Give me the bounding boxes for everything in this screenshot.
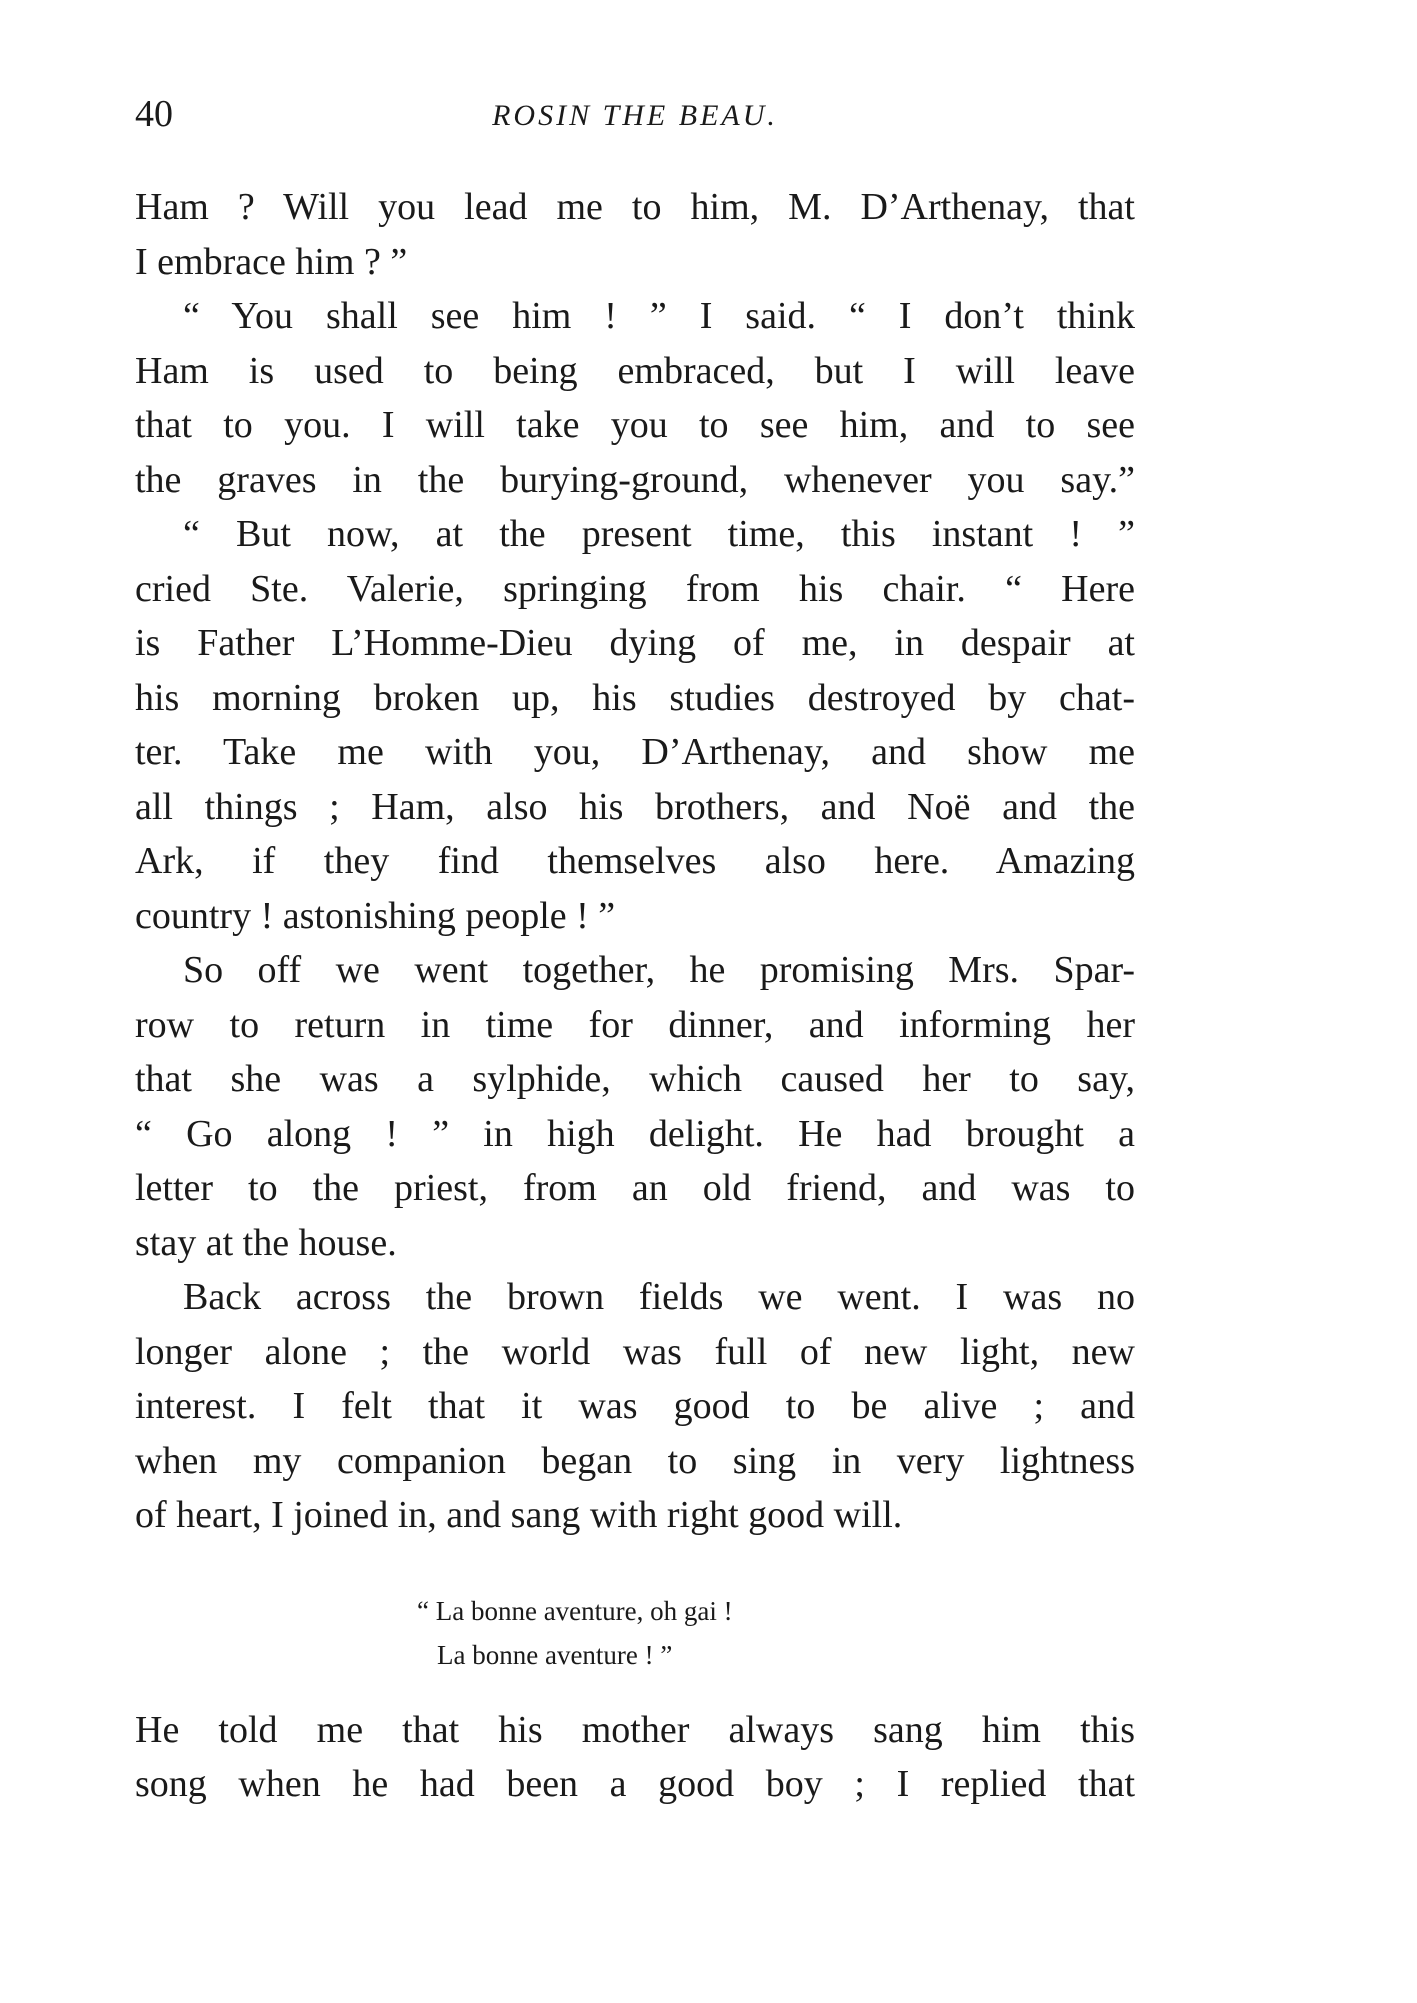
text-line: song when he had been a good boy ; I replied that: [135, 1763, 1135, 1805]
text-line: “ Go along ! ” in high delight. He had brought a: [135, 1112, 1135, 1155]
text-line: that to you. I will take you to see him, and to see: [135, 404, 1135, 446]
page-header: [135, 92, 1135, 142]
text-line: Back across the brown fields we went. I was no: [183, 1276, 1135, 1318]
text-line: interest. I felt that it was good to be alive ; and: [135, 1385, 1135, 1427]
text-line: longer alone ; the world was full of new light, new: [135, 1330, 1135, 1373]
text-line: of heart, I joined in, and sang with right good will.: [135, 1494, 903, 1536]
text-line: the graves in the burying-ground, whenever you say.”: [135, 458, 1135, 501]
text-line: country ! astonishing people ! ”: [135, 894, 616, 937]
text-line: row to return in time for dinner, and informing her: [135, 1003, 1135, 1046]
verse-line: “ La bonne aventure, oh gai !: [417, 1595, 733, 1626]
text-line: stay at the house.: [135, 1221, 397, 1264]
text-line: all things ; Ham, also his brothers, and Noë and the: [135, 785, 1135, 828]
text-line: I embrace him ? ”: [135, 240, 408, 283]
text-line: his morning broken up, his studies destroyed by chat-: [135, 676, 1135, 719]
text-line: So off we went together, he promising Mrs. Spar-: [183, 949, 1135, 991]
text-line: Ham is used to being embraced, but I will leave: [135, 349, 1135, 392]
text-line: Ham ? Will you lead me to him, M. D’Arthenay, that: [135, 186, 1135, 228]
text-line: ter. Take me with you, D’Arthenay, and show me: [135, 731, 1135, 773]
text-line: He told me that his mother always sang him this: [135, 1708, 1135, 1751]
text-line: cried Ste. Valerie, springing from his chair. “ Here: [135, 567, 1135, 610]
text-line: “ But now, at the present time, this instant ! ”: [183, 513, 1135, 555]
text-line: is Father L’Homme-Dieu dying of me, in despair at: [135, 622, 1135, 664]
text-line: Ark, if they find themselves also here. Amazing: [135, 840, 1135, 882]
text-line: that she was a sylphide, which caused her to say,: [135, 1058, 1135, 1100]
text-line: when my companion began to sing in very lightness: [135, 1439, 1135, 1482]
body-text: [135, 180, 1135, 1812]
text-line: “ You shall see him ! ” I said. “ I don’t think: [183, 295, 1135, 337]
running-title: ROSIN THE BEAU.: [492, 99, 778, 132]
page-number: 40: [135, 93, 173, 135]
verse-line: La bonne aventure ! ”: [437, 1639, 673, 1670]
text-line: letter to the priest, from an old friend, and was to: [135, 1167, 1135, 1209]
